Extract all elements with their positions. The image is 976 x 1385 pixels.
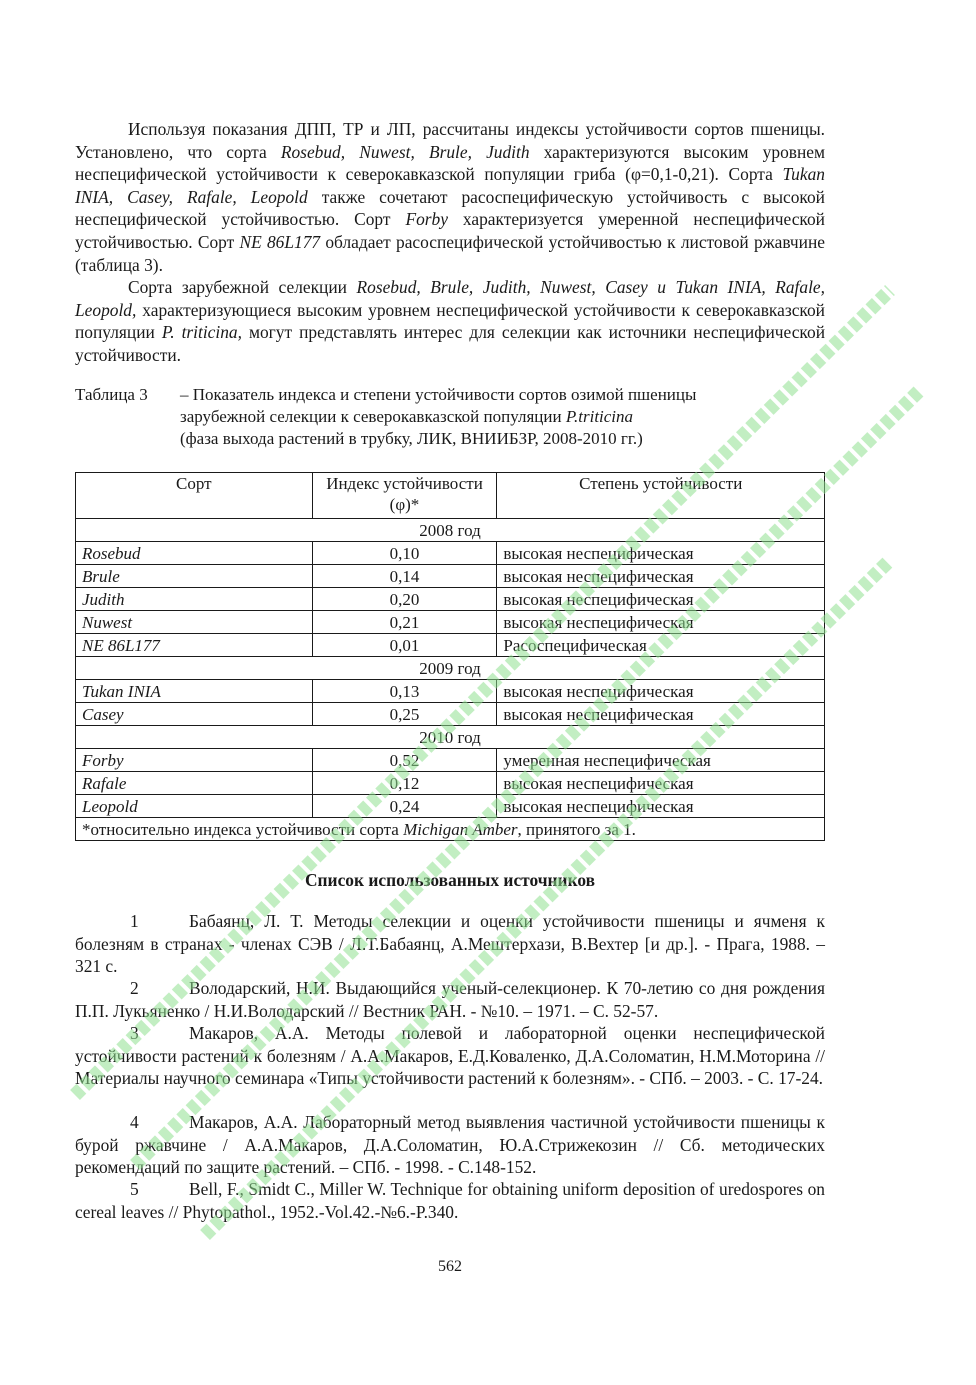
cultivar-cell: NE 86L177: [76, 634, 313, 657]
year-row: [76, 519, 825, 542]
table-header-row: [76, 473, 825, 519]
index-cell: 0,52: [312, 749, 497, 772]
text-run: характеризующиеся высоким уровнем неспецифической устойчивости к северокавказской популяции: [75, 299, 825, 343]
reference-item: [75, 1111, 825, 1179]
text-run: Сорта зарубежной селекции: [128, 277, 357, 297]
degree-cell: высокая неспецифическая: [497, 772, 825, 795]
table-row: [76, 703, 825, 726]
reference-text: Bell, F., Smidt C., Miller W. Technique for obtaining uniform deposition of uredospores on cereal leaves // Phytopathol., 1952.-Vol.42.-№6.-P.340.: [75, 1179, 825, 1222]
cultivar-names: Rosebud, Nuwest, Brule, Judith: [280, 141, 530, 162]
reference-item: [75, 1178, 825, 1223]
reference-text: Макаров, А.А. Методы полевой и лабораторной оценки неспецифической устойчивости растений к болезням / А.А.Макаров, Е.Д.Коваленко, Д.А.Соломатин, Н.М.Моторина // Материалы научного семинара «Типы устойчивости растений к болезням». - СПб. – 2003. - С. 17-24.: [75, 1023, 825, 1089]
cultivar-name: NE 86L177: [239, 231, 321, 252]
cultivar-cell: Forby: [76, 749, 313, 772]
table-row: [76, 680, 825, 703]
table-row: [76, 749, 825, 772]
degree-cell: высокая неспецифическая: [497, 680, 825, 703]
table-row: [76, 542, 825, 565]
text-run: характеризуются высоким уровнем неспецифической устойчивости к северокавказской популяции гриба (φ=0,1-0,21). Сорта: [75, 141, 825, 185]
year-label: 2008 год: [76, 519, 825, 542]
index-cell: 0,12: [312, 772, 497, 795]
index-cell: 0,01: [312, 634, 497, 657]
cultivar-cell: Nuwest: [76, 611, 313, 634]
table-caption: [75, 384, 835, 450]
degree-cell: высокая неспецифическая: [497, 795, 825, 818]
degree-cell: высокая неспецифическая: [497, 703, 825, 726]
results-paragraph: [75, 118, 825, 276]
pathogen-name: P. triticina,: [161, 322, 242, 343]
table-row: [76, 634, 825, 657]
cultivar-cell: Casey: [76, 703, 313, 726]
cultivar-cell: Judith: [76, 588, 313, 611]
text-run: Используя показания ДПП, ТР и ЛП, рассчитаны индексы устойчивости сортов пшеницы. Установлено, что сорта: [75, 119, 825, 162]
caption-line-1: [75, 384, 835, 406]
reference-item: [75, 1022, 825, 1090]
reference-text: Бабаянц, Л. Т. Методы селекции и оценки устойчивости пшеницы и ячменя к болезням в странах - членах СЭВ / Л.Т.Бабаянц, А.Мештерхази, В.Вехтер [и др.]. - Прага, 1988. – 321 с.: [75, 911, 825, 977]
resistance-table: [75, 472, 825, 841]
degree-cell: высокая неспецифическая: [497, 542, 825, 565]
index-cell: 0,10: [312, 542, 497, 565]
caption-line-2: [75, 406, 835, 428]
index-cell: 0,25: [312, 703, 497, 726]
index-cell: 0,14: [312, 565, 497, 588]
year-label: 2009 год: [76, 657, 825, 680]
text-run: обладает расоспецифической устойчивостью к листовой ржавчине (таблица 3).: [75, 231, 826, 275]
index-cell: 0,24: [312, 795, 497, 818]
text-run: могут представлять интерес для селекции как источники неспецифической устойчивости.: [75, 322, 825, 365]
reference-number: 2: [130, 978, 139, 998]
table-row: [76, 588, 825, 611]
degree-cell: высокая неспецифическая: [497, 588, 825, 611]
header-index: Индекс устойчивости (φ)*: [312, 473, 497, 519]
year-row: [76, 657, 825, 680]
caption-text: зарубежной селекции к северокавказской популяции: [180, 407, 566, 426]
reference-number: 3: [130, 1023, 139, 1043]
text-run: характеризуется умеренной неспецифической устойчивостью. Сорт: [75, 209, 825, 252]
table-row: [76, 795, 825, 818]
cultivar-cell: Tukan INIA: [76, 680, 313, 703]
reference-item: [75, 977, 825, 1022]
header-degree: Степень устойчивости: [497, 473, 825, 519]
footnote-text: , принятого за 1.: [517, 819, 636, 839]
reference-text: Макаров, А.А. Лабораторный метод выявления частичной устойчивости пшеницы к бурой ржавчине / А.А.Макаров, Д.А.Соломатин, Ю.А.Стрижекозин // Сб. методических рекомендаций по защите растений. – СПб. - 1998. - С.148-152.: [75, 1112, 825, 1178]
cultivar-cell: Rafale: [76, 772, 313, 795]
cultivar-name: Forby: [405, 209, 448, 230]
year-row: [76, 726, 825, 749]
index-cell: 0,21: [312, 611, 497, 634]
reference-text: Володарский, Н.И. Выдающийся ученый-селекционер. К 70-летию со дня рождения П.П. Лукьяненко / Н.И.Володарский // Вестник РАН. - №10. – 1971. – С. 52-57.: [75, 978, 825, 1021]
caption-text: – Показатель индекса и степени устойчивости сортов озимой пшеницы: [180, 385, 697, 404]
table-footnote: [76, 818, 825, 841]
footnote-row: [76, 818, 825, 841]
table-row: [76, 565, 825, 588]
table-row: [76, 611, 825, 634]
degree-cell: умеренная неспецифическая: [497, 749, 825, 772]
reference-cultivar: Michigan Amber: [403, 819, 518, 839]
references-heading: Список использованных источников: [304, 870, 596, 890]
degree-cell: Расоспецифическая: [497, 634, 825, 657]
caption-line-3: (фаза выхода растений в трубку, ЛИК, ВНИИБЗР, 2008-2010 гг.): [180, 429, 643, 448]
reference-number: 5: [130, 1179, 139, 1199]
table-row: [76, 772, 825, 795]
footnote-text: *относительно индекса устойчивости сорта: [82, 819, 404, 839]
table-label: Таблица 3: [75, 385, 148, 404]
pathogen-name: P.triticina: [565, 407, 634, 426]
header-cultivar: Сорт: [76, 473, 313, 519]
index-cell: 0,13: [312, 680, 497, 703]
year-label: 2010 год: [76, 726, 825, 749]
reference-item: [75, 910, 825, 978]
degree-cell: высокая неспецифическая: [497, 565, 825, 588]
cultivar-names: Rosebud, Brule, Judith, Nuwest, Casey и Tukan INIA, Rafale, Leopold,: [75, 277, 825, 320]
cultivar-cell: Brule: [76, 565, 313, 588]
conclusion-paragraph: [75, 276, 825, 366]
cultivar-cell: Rosebud: [76, 542, 313, 565]
index-cell: 0,20: [312, 588, 497, 611]
page-number: 562: [438, 1258, 462, 1275]
degree-cell: высокая неспецифическая: [497, 611, 825, 634]
cultivar-cell: Leopold: [76, 795, 313, 818]
reference-number: 4: [130, 1112, 139, 1132]
text-run: также сочетают расоспецифическую устойчивость с высокой неспецифической устойчивостью. Сорт: [75, 186, 825, 230]
cultivar-names: Tukan INIA, Casey, Rafale, Leopold: [75, 164, 825, 207]
reference-number: 1: [130, 911, 139, 931]
